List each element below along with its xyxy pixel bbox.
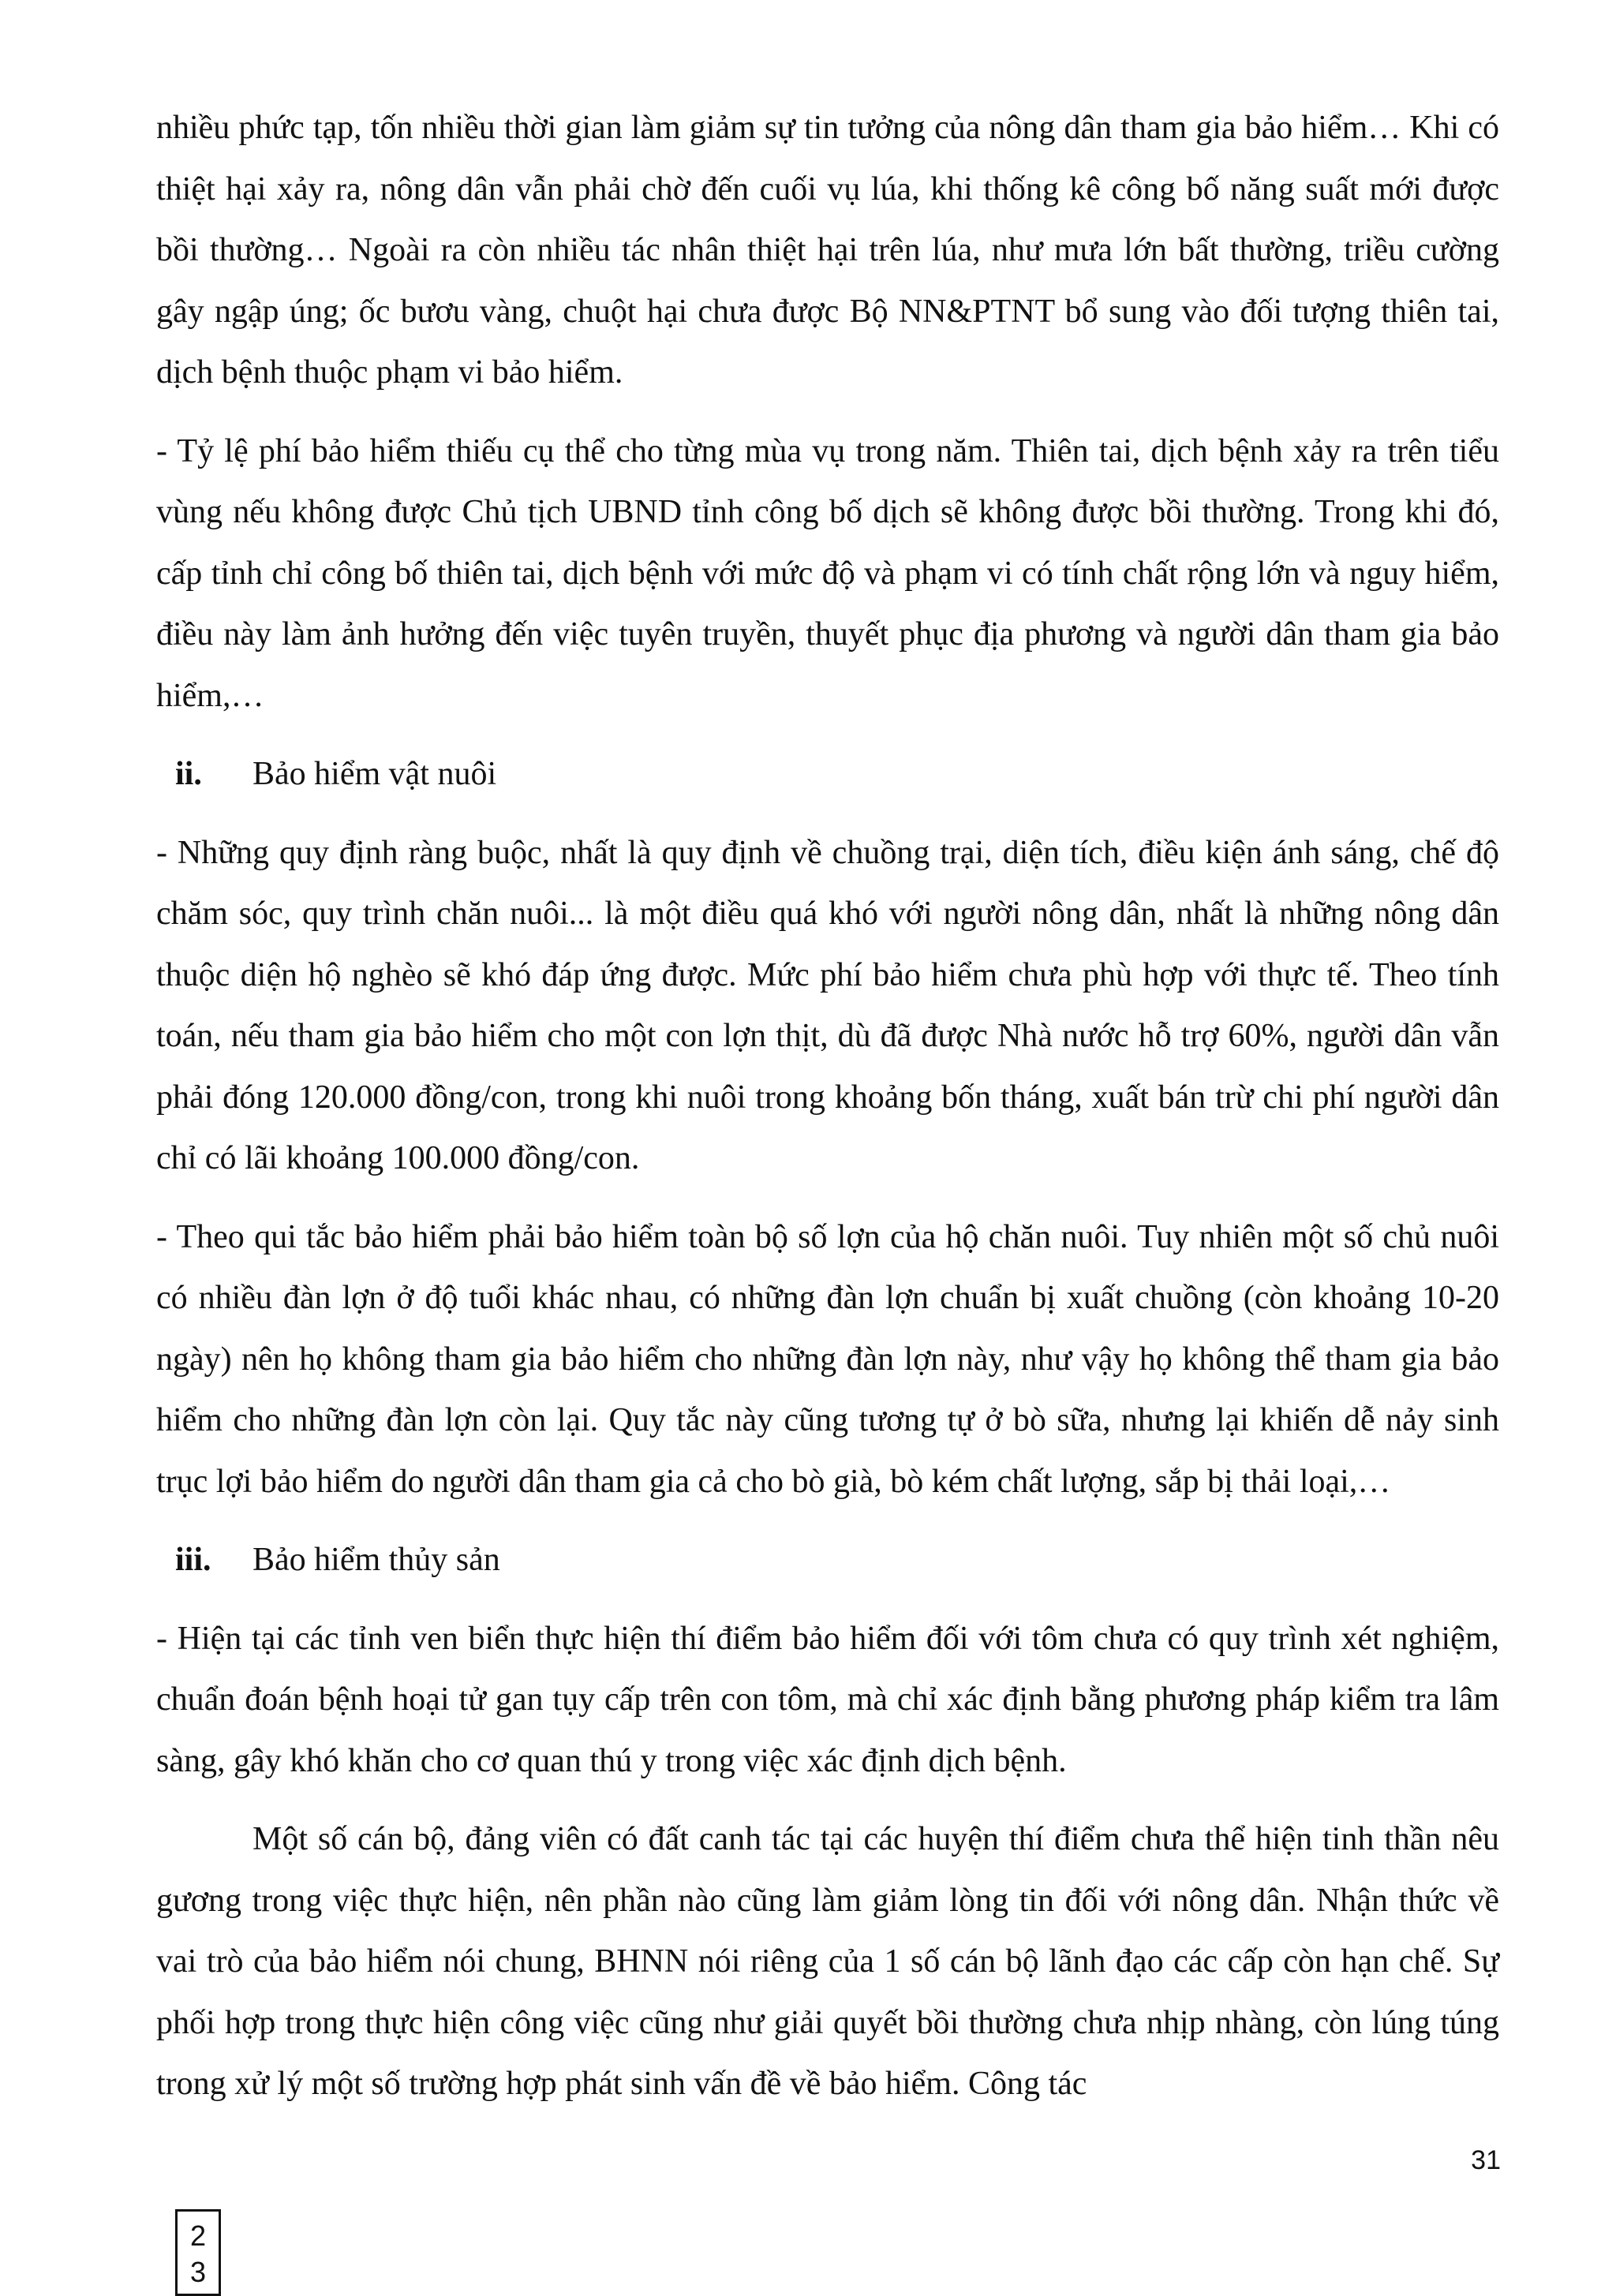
paragraph-cadre-awareness: Một số cán bộ, đảng viên có đất canh tác tại các huyện thí điểm chưa thể hiện tinh thần nêu gương trong việc thực hiện, nên phần nào cũng làm giảm lòng tin đối với nông dân. Nhận thức về vai trò của bảo hiểm nói chung, BHNN nói riêng của 1 số cán bộ lãnh đạo các cấp còn hạn chế. Sự phối hợp trong thực hiện công việc cũng như giải quyết bồi thường chưa nhịp nhàng, còn lúng túng trong xử lý một số trường hợp phát sinh vấn đề về bảo hiểm. Công tác <box>156 1821 1499 2102</box>
heading-livestock-insurance <box>156 744 1499 806</box>
paragraph-pig-herd-rules: - Theo qui tắc bảo hiểm phải bảo hiểm toàn bộ số lợn của hộ chăn nuôi. Tuy nhiên một số chủ nuôi có nhiều đàn lợn ở độ tuổi khác nhau, có những đàn lợn chuẩn bị xuất chuồng (còn khoảng 10-20 ngày) nên họ không tham gia bảo hiểm cho những đàn lợn này, như vậy họ không thể tham gia bảo hiểm cho những đàn lợn còn lại. Quy tắc này cũng tương tự ở bò sữa, nhưng lại khiến dễ nảy sinh trục lợi bảo hiểm do người dân tham gia cả cho bò già, bò kém chất lượng, sắp bị thải loại,… <box>156 1218 1499 1500</box>
footer-text-box <box>175 2209 221 2296</box>
heading-title: Bảo hiểm vật nuôi <box>252 756 497 792</box>
heading-title: Bảo hiểm thủy sản <box>252 1542 500 1578</box>
paragraph-premium-rate-issues: - Tỷ lệ phí bảo hiểm thiếu cụ thể cho từng mùa vụ trong năm. Thiên tai, dịch bệnh xảy ra trên tiểu vùng nếu không được Chủ tịch UBND tỉnh công bố dịch sẽ không được bồi thường. Trong khi đó, cấp tỉnh chỉ công bố thiên tai, dịch bệnh với mức độ và phạm vi có tính chất rộng lớn và nguy hiểm, điều này làm ảnh hưởng đến việc tuyên truyền, thuyết phục địa phương và người dân tham gia bảo hiểm,… <box>156 432 1499 714</box>
footer-box-text: 2 3 <box>189 2219 207 2288</box>
paragraph-livestock-regulations: - Những quy định ràng buộc, nhất là quy định về chuồng trại, diện tích, điều kiện ánh sáng, chế độ chăm sóc, quy trình chăn nuôi... là một điều quá khó với người nông dân, nhất là những nông dân thuộc diện hộ nghèo sẽ khó đáp ứng được. Mức phí bảo hiểm chưa phù hợp với thực tế. Theo tính toán, nếu tham gia bảo hiểm cho một con lợn thịt, dù đã được Nhà nước hỗ trợ 60%, người dân vẫn phải đóng 120.000 đồng/con, trong khi nuôi trong khoảng bốn tháng, xuất bán trừ chi phí người dân chỉ có lãi khoảng 100.000 đồng/con. <box>156 834 1499 1176</box>
heading-number: iii. <box>175 1542 211 1578</box>
heading-number: ii. <box>175 756 202 792</box>
page-number: 31 <box>1471 2145 1501 2175</box>
page-body <box>156 98 1499 2133</box>
paragraph-rice-insurance-issues: nhiều phức tạp, tốn nhiều thời gian làm giảm sự tin tưởng của nông dân tham gia bảo hiểm… Khi có thiệt hại xảy ra, nông dân vẫn phải chờ đến cuối vụ lúa, khi thống kê công bố năng suất mới được bồi thường… Ngoài ra còn nhiều tác nhân thiệt hại trên lúa, như mưa lớn bất thường, triều cường gây ngập úng; ốc bươu vàng, chuột hại chưa được Bộ NN&PTNT bổ sung vào đối tượng thiên tai, dịch bệnh thuộc phạm vi bảo hiểm. <box>156 110 1499 391</box>
heading-aquaculture-insurance <box>156 1530 1499 1591</box>
paragraph-shrimp-testing: - Hiện tại các tỉnh ven biển thực hiện thí điểm bảo hiểm đối với tôm chưa có quy trình xét nghiệm, chuẩn đoán bệnh hoại tử gan tụy cấp trên con tôm, mà chỉ xác định bằng phương pháp kiểm tra lâm sàng, gây khó khăn cho cơ quan thú y trong việc xác định dịch bệnh. <box>156 1620 1499 1779</box>
